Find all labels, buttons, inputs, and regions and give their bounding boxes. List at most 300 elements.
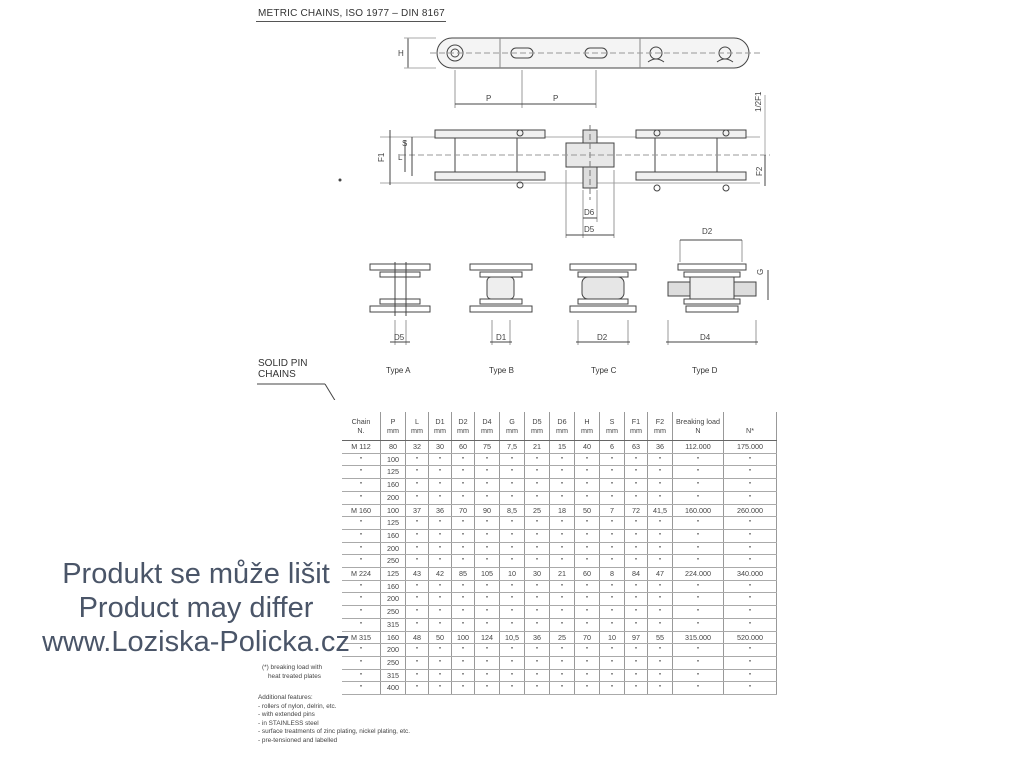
table-cell: " [648, 555, 673, 568]
column-header [525, 412, 550, 441]
table-row [342, 580, 777, 593]
column-header-unit: mm [556, 426, 568, 435]
table-cell: " [406, 491, 429, 504]
table-body [342, 441, 777, 695]
table-cell: " [475, 529, 500, 542]
table-cell: " [525, 542, 550, 555]
table-row [342, 479, 777, 492]
table-cell: " [429, 669, 452, 682]
type-b-label: Type B [489, 366, 514, 375]
table-row [342, 682, 777, 695]
table-cell: " [724, 529, 777, 542]
table-cell: " [724, 682, 777, 695]
table-cell: 72 [625, 504, 648, 517]
table-cell: " [673, 542, 724, 555]
table-cell: " [500, 593, 525, 606]
table-cell: " [550, 542, 575, 555]
table-cell: " [625, 491, 648, 504]
table-cell: 84 [625, 568, 648, 581]
table-cell: " [475, 682, 500, 695]
column-header-name: F2 [655, 417, 665, 426]
table-cell: " [724, 491, 777, 504]
feature-item: - pre-tensioned and labelled [258, 736, 338, 744]
column-header-unit: mm [457, 426, 469, 435]
footnote-line1: (*) breaking load with [262, 664, 323, 671]
table-cell: 21 [550, 568, 575, 581]
table-row [342, 656, 777, 669]
table-cell: " [429, 491, 452, 504]
table-cell: " [500, 529, 525, 542]
table-cell: 125 [381, 466, 406, 479]
table-cell: " [724, 606, 777, 619]
table-cell: " [575, 593, 600, 606]
feature-item: - with extended pins [258, 711, 315, 719]
table-cell: 50 [575, 504, 600, 517]
table-row [342, 593, 777, 606]
table-cell: " [550, 656, 575, 669]
table-cell: 18 [550, 504, 575, 517]
table-cell: 25 [550, 631, 575, 644]
table-cell: " [550, 555, 575, 568]
table-cell: 250 [381, 555, 406, 568]
table-cell: " [342, 491, 381, 504]
table-cell: " [550, 669, 575, 682]
table-cell: " [342, 542, 381, 555]
table-cell: " [625, 580, 648, 593]
table-cell: " [342, 618, 381, 631]
table-cell: " [648, 580, 673, 593]
table-cell: 10,5 [500, 631, 525, 644]
table-cell: " [406, 517, 429, 530]
table-cell: " [600, 491, 625, 504]
table-cell: 520.000 [724, 631, 777, 644]
table-cell: " [648, 479, 673, 492]
label-s: S [402, 139, 408, 148]
table-cell: 200 [381, 644, 406, 657]
table-cell: " [500, 682, 525, 695]
table-cell: " [429, 618, 452, 631]
table-cell: 40 [575, 441, 600, 454]
column-header [648, 412, 673, 441]
column-header [406, 412, 429, 441]
table-cell: " [342, 682, 381, 695]
table-cell: " [500, 479, 525, 492]
table-cell: " [600, 529, 625, 542]
section-title [258, 358, 307, 380]
table-cell: " [429, 529, 452, 542]
table-cell: 37 [406, 504, 429, 517]
table-cell: 36 [525, 631, 550, 644]
table-cell: " [575, 682, 600, 695]
table-cell: " [575, 669, 600, 682]
table-cell: " [625, 517, 648, 530]
table-cell: " [673, 644, 724, 657]
table-cell: " [600, 555, 625, 568]
label-h: H [398, 49, 404, 58]
table-cell: " [500, 644, 525, 657]
table-cell: " [475, 606, 500, 619]
table-row [342, 568, 777, 581]
column-header-name: G [509, 417, 515, 426]
table-cell: " [648, 542, 673, 555]
column-header [475, 412, 500, 441]
table-cell: " [525, 644, 550, 657]
table-cell: 60 [575, 568, 600, 581]
table-cell: " [406, 466, 429, 479]
table-cell: " [673, 491, 724, 504]
table-cell: " [452, 466, 475, 479]
table-cell: " [475, 656, 500, 669]
table-cell: " [550, 466, 575, 479]
table-cell: " [673, 555, 724, 568]
column-header-name: D4 [482, 417, 492, 426]
column-header [452, 412, 475, 441]
table-cell: " [525, 593, 550, 606]
table-cell: 6 [600, 441, 625, 454]
table-cell: " [475, 491, 500, 504]
table-cell: 315 [381, 618, 406, 631]
table-cell: " [724, 669, 777, 682]
label-d2-bottom: D2 [597, 333, 608, 342]
column-header-unit: mm [654, 426, 666, 435]
table-cell: 36 [429, 504, 452, 517]
label-half-f1: 1/2F1 [754, 91, 763, 112]
column-header-name: S [609, 417, 615, 426]
table-cell: " [429, 479, 452, 492]
table-cell: " [406, 555, 429, 568]
table-row [342, 491, 777, 504]
table-cell: " [648, 618, 673, 631]
table-cell: " [575, 555, 600, 568]
watermark-line1: Produkt se může lišit [62, 558, 330, 590]
breaking-load-label: Breaking load [676, 417, 720, 426]
table-cell: " [525, 529, 550, 542]
table-cell: " [724, 453, 777, 466]
table-cell: " [625, 479, 648, 492]
table-cell: " [575, 466, 600, 479]
table-cell: 90 [475, 504, 500, 517]
column-header [724, 412, 777, 441]
table-cell: " [452, 580, 475, 593]
table-cell: 315.000 [673, 631, 724, 644]
table-cell: 21 [525, 441, 550, 454]
table-cell: " [625, 593, 648, 606]
table-cell: " [724, 555, 777, 568]
table-cell: " [648, 529, 673, 542]
table-cell: " [429, 466, 452, 479]
column-header-unit: mm [434, 426, 446, 435]
table-row [342, 631, 777, 644]
table-cell: " [575, 453, 600, 466]
table-cell: " [550, 479, 575, 492]
table-cell: " [452, 682, 475, 695]
table-cell: " [406, 656, 429, 669]
table-cell: " [429, 580, 452, 593]
table-cell: " [575, 580, 600, 593]
table-cell: 60 [452, 441, 475, 454]
table-cell: 10 [600, 631, 625, 644]
table-cell: " [429, 656, 452, 669]
table-cell: " [673, 682, 724, 695]
table-cell: 160.000 [673, 504, 724, 517]
watermark-line3: www.Loziska-Policka.cz [42, 626, 350, 658]
table-cell: " [724, 580, 777, 593]
table-cell: " [406, 644, 429, 657]
table-cell: " [406, 593, 429, 606]
type-d-label: Type D [692, 366, 718, 375]
table-cell: 36 [648, 441, 673, 454]
table-cell: " [600, 682, 625, 695]
additional-features [258, 694, 410, 746]
table-header-row [342, 412, 777, 441]
table-cell: " [475, 517, 500, 530]
table-cell: " [673, 580, 724, 593]
table-cell: " [648, 682, 673, 695]
table-cell: " [575, 479, 600, 492]
column-header-name: F1 [631, 417, 641, 426]
label-d4-bottom: D4 [700, 333, 711, 342]
table-cell: " [406, 682, 429, 695]
table-cell: " [452, 555, 475, 568]
table-cell: 400 [381, 682, 406, 695]
table-cell: " [625, 466, 648, 479]
table-cell: 97 [625, 631, 648, 644]
table-cell: " [525, 491, 550, 504]
footnote [262, 664, 322, 681]
table-cell: 124 [475, 631, 500, 644]
table-cell: " [500, 555, 525, 568]
table-cell: " [550, 453, 575, 466]
table-cell: " [429, 542, 452, 555]
column-header [550, 412, 575, 441]
column-header [500, 412, 525, 441]
label-f1: F1 [377, 152, 386, 162]
table-cell: " [342, 656, 381, 669]
table-cell: " [452, 491, 475, 504]
table-cell: 7 [600, 504, 625, 517]
table-cell: " [550, 517, 575, 530]
section-title-line1: SOLID PIN [258, 358, 308, 369]
table-cell: 100 [381, 453, 406, 466]
feature-item: - surface treatments of zinc plating, nickel plating, etc. [258, 728, 411, 736]
table-cell: " [525, 517, 550, 530]
feature-item: - in STAINLESS steel [258, 719, 319, 727]
table-cell: " [525, 618, 550, 631]
table-cell: " [406, 479, 429, 492]
table-cell: 42 [429, 568, 452, 581]
table-cell: " [429, 555, 452, 568]
table-cell: " [600, 453, 625, 466]
table-row [342, 529, 777, 542]
column-header-name: N [695, 426, 701, 435]
table-cell: " [625, 669, 648, 682]
table-cell: " [342, 606, 381, 619]
table-cell: 70 [452, 504, 475, 517]
table-cell: " [452, 618, 475, 631]
footnote-line2: heat treated plates [268, 672, 321, 680]
table-cell: " [342, 529, 381, 542]
table-cell: " [500, 618, 525, 631]
table-cell: " [673, 593, 724, 606]
table-cell: " [625, 618, 648, 631]
table-cell: " [673, 618, 724, 631]
table-row [342, 644, 777, 657]
table-cell: " [342, 580, 381, 593]
table-cell: " [452, 517, 475, 530]
table-cell: " [525, 466, 550, 479]
table-cell: 160 [381, 580, 406, 593]
table-cell: " [452, 529, 475, 542]
column-header-name: L [415, 417, 419, 426]
features-title: Additional features: [258, 694, 313, 701]
table-cell: " [600, 618, 625, 631]
table-cell: " [724, 593, 777, 606]
table-row [342, 441, 777, 454]
table-cell: " [600, 542, 625, 555]
table-cell: " [600, 479, 625, 492]
table-row [342, 504, 777, 517]
table-cell: " [673, 669, 724, 682]
table-cell: " [406, 618, 429, 631]
table-cell: " [500, 453, 525, 466]
table-cell: " [475, 669, 500, 682]
table-cell: 80 [381, 441, 406, 454]
table-cell: 112.000 [673, 441, 724, 454]
table-cell: " [673, 656, 724, 669]
table-cell: " [673, 529, 724, 542]
table-cell: 260.000 [724, 504, 777, 517]
watermark-line2: Product may differ [78, 592, 314, 624]
table-cell: " [342, 517, 381, 530]
column-header [381, 412, 406, 441]
table-cell: " [429, 682, 452, 695]
table-cell: " [406, 669, 429, 682]
table-cell: " [475, 466, 500, 479]
table-cell: " [475, 555, 500, 568]
table-cell: 8 [600, 568, 625, 581]
table-cell: " [452, 656, 475, 669]
table-cell: " [625, 453, 648, 466]
table-cell: " [452, 669, 475, 682]
table-cell: " [525, 479, 550, 492]
label-d2-top: D2 [702, 227, 713, 236]
table-cell: " [342, 479, 381, 492]
feature-item: - rollers of nylon, delrin, etc. [258, 702, 337, 710]
table-cell: " [500, 580, 525, 593]
table-cell: " [342, 453, 381, 466]
table-cell: " [625, 555, 648, 568]
type-d-drawing [668, 240, 768, 345]
table-cell: 47 [648, 568, 673, 581]
table-row [342, 453, 777, 466]
table-row [342, 618, 777, 631]
table-cell: " [525, 606, 550, 619]
table-cell: " [452, 606, 475, 619]
table-cell: 340.000 [724, 568, 777, 581]
table-cell: " [575, 606, 600, 619]
table-cell: " [550, 491, 575, 504]
table-cell: " [625, 606, 648, 619]
column-header-name: N* [746, 426, 754, 435]
table-cell: " [625, 542, 648, 555]
table-cell: " [550, 618, 575, 631]
table-cell: " [452, 542, 475, 555]
table-cell: " [406, 542, 429, 555]
table-cell: " [452, 593, 475, 606]
table-row [342, 466, 777, 479]
column-header [575, 412, 600, 441]
column-header-name: Chain [351, 417, 371, 426]
table-cell: " [600, 606, 625, 619]
column-header-unit: mm [411, 426, 423, 435]
table-cell: " [429, 644, 452, 657]
table-row [342, 555, 777, 568]
table-cell: 250 [381, 656, 406, 669]
column-header-name: D6 [557, 417, 567, 426]
table-cell: 160 [381, 479, 406, 492]
table-cell: 32 [406, 441, 429, 454]
table-cell: 75 [475, 441, 500, 454]
table-cell: " [342, 593, 381, 606]
table-cell: M 112 [342, 441, 381, 454]
table-cell: " [500, 466, 525, 479]
table-cell: " [500, 517, 525, 530]
table-cell: " [500, 491, 525, 504]
table-cell: 63 [625, 441, 648, 454]
column-header-name: D2 [458, 417, 468, 426]
column-header-name: D5 [532, 417, 542, 426]
table-cell: " [575, 529, 600, 542]
column-header-unit: mm [581, 426, 593, 435]
type-c-label: Type C [591, 366, 617, 375]
table-cell: " [648, 669, 673, 682]
label-d1-bottom: D1 [496, 333, 507, 342]
table-cell: " [648, 517, 673, 530]
section-title-line2: CHAINS [258, 369, 296, 380]
document-title: METRIC CHAINS, ISO 1977 – DIN 8167 [258, 8, 445, 19]
table-cell: 100 [452, 631, 475, 644]
table-cell: " [724, 466, 777, 479]
table-cell: " [500, 669, 525, 682]
column-header-unit: mm [481, 426, 493, 435]
label-d5: D5 [584, 225, 595, 234]
table-cell: " [342, 466, 381, 479]
table-cell: 160 [381, 631, 406, 644]
column-header-unit: mm [387, 426, 399, 435]
table-cell: 15 [550, 441, 575, 454]
table-cell: " [673, 479, 724, 492]
table-cell: " [724, 479, 777, 492]
table-cell: " [673, 517, 724, 530]
table-row [342, 542, 777, 555]
column-header-unit: mm [606, 426, 618, 435]
table-cell: " [475, 453, 500, 466]
table-cell: " [625, 656, 648, 669]
table-cell: " [575, 491, 600, 504]
column-header-name: H [584, 417, 590, 426]
table-cell: " [673, 453, 724, 466]
table-cell: 200 [381, 542, 406, 555]
table-cell: " [600, 593, 625, 606]
table-cell: M 160 [342, 504, 381, 517]
table-cell: 30 [429, 441, 452, 454]
table-cell: " [500, 656, 525, 669]
column-header-unit: mm [630, 426, 642, 435]
column-header-unit: mm [506, 426, 518, 435]
table-cell: " [525, 555, 550, 568]
table-cell: " [500, 606, 525, 619]
table-cell: 25 [525, 504, 550, 517]
